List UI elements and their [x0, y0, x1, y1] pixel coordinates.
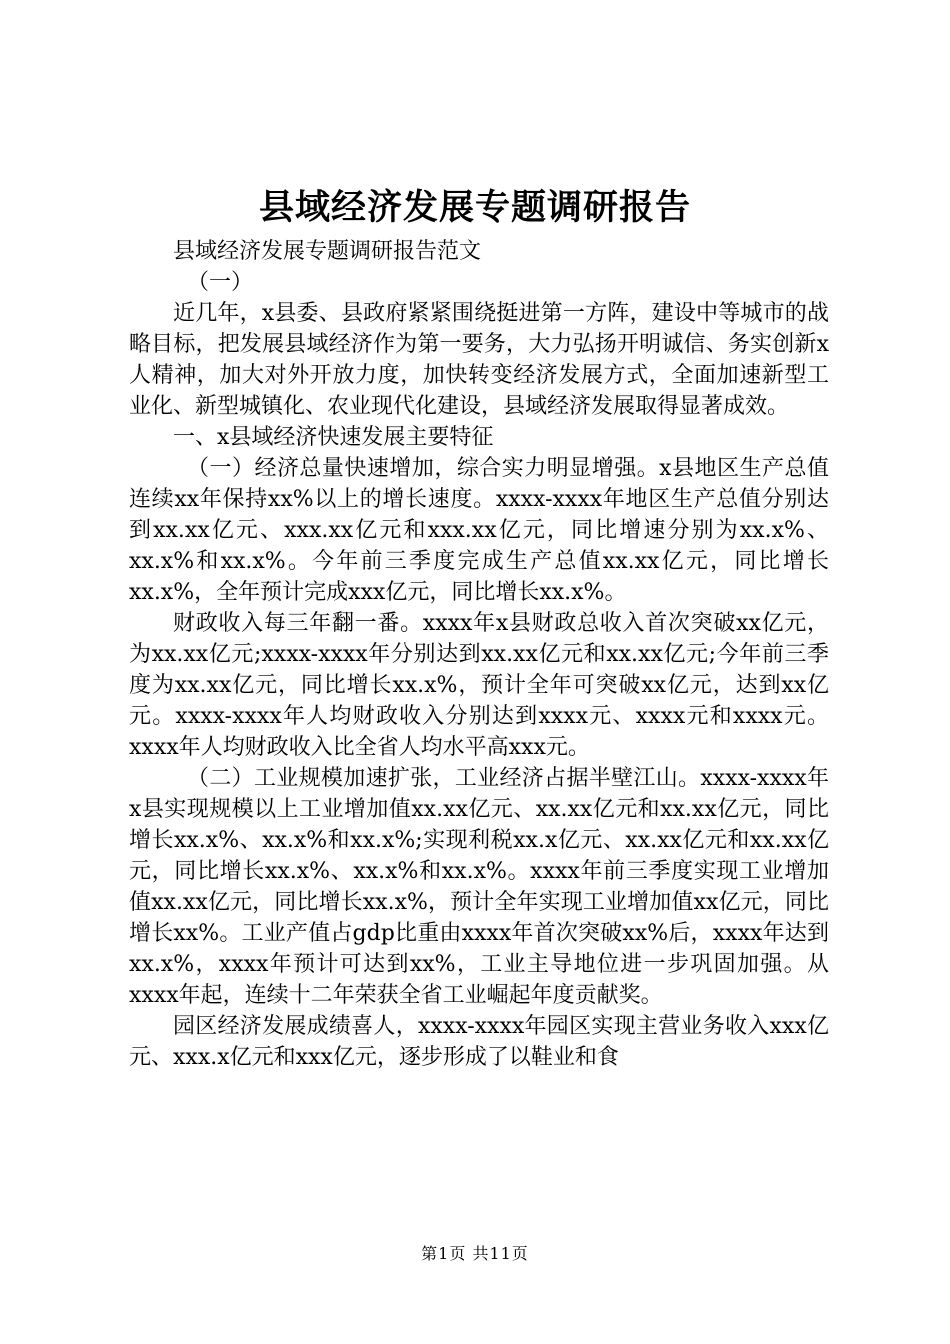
page-footer: 第1页 共11页 — [421, 1244, 529, 1263]
paragraph: （一）经济总量快速增加，综合实力明显增强。x县地区生产总值连续xx年保持xx%以上的增长速度。xxxx-xxxx年地区生产总值分别达到xx.xx亿元、xxx.xx亿元和xxx.xx亿元，同比增速分别为xx.x%、xx.x%和xx.x%。今年前三季度完成生产总值xx.xx亿元，同比增长xx.x%，全年预计完成xxx亿元，同比增长xx.x%。 — [129, 456, 829, 605]
section-heading: 一、x县域经济快速发展主要特征 — [173, 425, 494, 450]
paragraph: 财政收入每三年翻一番。xxxx年x县财政总收入首次突破xx亿元，为xx.xx亿元;xxxx-xxxx年分别达到xx.xx亿元和xx.xx亿元;今年前三季度为xx.xx亿元，同比增长xx.x%，预计全年可突破xx亿元，达到xx亿元。xxxx-xxxx年人均财政收入分别达到xxxx元、xxxx元和xxxx元。xxxx年人均财政收入比全省人均水平高xxx元。 — [129, 611, 829, 760]
paragraph: 园区经济发展成绩喜人，xxxx-xxxx年园区实现主营业务收入xxx亿元、xxx.x亿元和xxx亿元，逐步形成了以鞋业和食 — [129, 1014, 829, 1070]
section-marker: （一） — [187, 270, 254, 295]
paragraph: 近几年，x县委、县政府紧紧围绕挺进第一方阵，建设中等城市的战略目标，把发展县域经济作为第一要务，大力弘扬开明诚信、务实创新x人精神，加大对外开放力度，加快转变经济发展方式，全面加速新型工业化、新型城镇化、农业现代化建设，县域经济发展取得显著成效。 — [129, 301, 829, 419]
document-body — [129, 236, 829, 1073]
paragraph: （二）工业规模加速扩张，工业经济占据半壁江山。xxxx-xxxx年x县实现规模以上工业增加值xx.xx亿元、xx.xx亿元和xx.xx亿元，同比增长xx.x%、xx.x%和xx.x%;实现利税xx.x亿元、xx.xx亿元和xx.xx亿元，同比增长xx.x%、xx.x%和xx.x%。xxxx年前三季度实现工业增加值xx.xx亿元，同比增长xx.x%，预计全年实现工业增加值xx亿元，同比增长xx%。工业产值占gdp比重由xxxx年首次突破xx%后，xxxx年达到xx.x%，xxxx年预计可达到xx%，工业主导地位进一步巩固加强。从xxxx年起，连续十二年荣获全省工业崛起年度贡献奖。 — [129, 766, 829, 1008]
document-title: 县域经济发展专题调研报告 — [258, 187, 691, 228]
document-subtitle: 县域经济发展专题调研报告范文 — [173, 239, 482, 264]
